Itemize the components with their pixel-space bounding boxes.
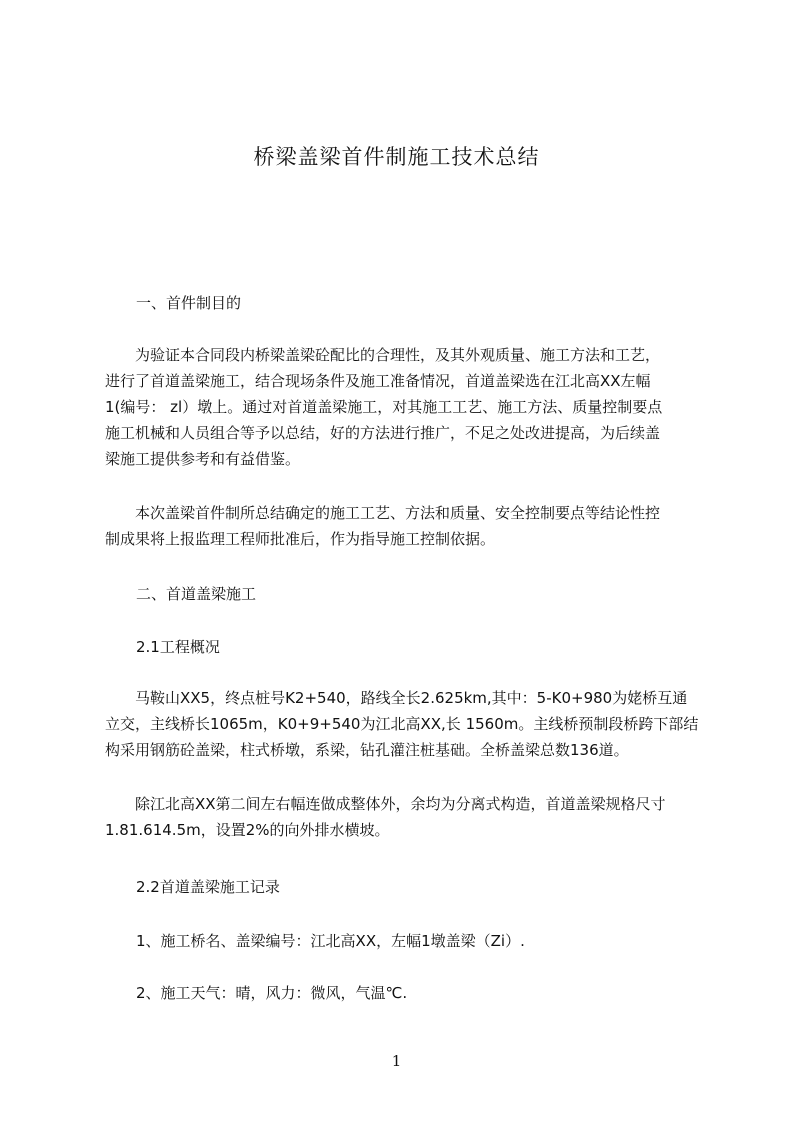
document-title: 桥梁盖梁首件制施工技术总结: [253, 145, 540, 169]
text-line: 制成果将上报监理工程师批准后，作为指导施工控制依据。: [105, 530, 496, 548]
text-line: 马鞍山XX5，终点桩号K2+540，路线全长2.625km,其中：5-K0+980为姥桥互通: [105, 689, 688, 707]
text-line: 除江北高XX第二间左右幅连做成整体外，余均为分离式构造，首道盖梁规格尺寸: [105, 795, 666, 813]
text-line: 施工机械和人员组合等予以总结，好的方法进行推广，不足之处改进提高，为后续盖: [105, 424, 661, 442]
page-number: 1: [391, 1052, 402, 1070]
record-item-1: 1、施工桥名、盖梁编号：江北高XX，左幅1墩盖梁（Zi）.: [136, 932, 525, 950]
text-line: 进行了首道盖梁施工，结合现场条件及施工准备情况，首道盖梁选在江北高XX左幅: [105, 372, 651, 390]
text-line: 1(编号： zl）墩上。通过对首道盖梁施工，对其施工工艺、施工方法、质量控制要点: [105, 398, 663, 416]
text-line: 为验证本合同段内桥梁盖梁砼配比的合理性，及其外观质量、施工方法和工艺，: [105, 346, 661, 364]
text-line: 梁施工提供参考和有益借鉴。: [105, 450, 301, 468]
subsection-2-1-paragraph-1: [105, 685, 703, 763]
section-2-heading: 二、首道盖梁施工: [136, 585, 257, 603]
subsection-2-1-paragraph-2: [105, 791, 703, 843]
subsection-2-1-heading: 2.1工程概况: [136, 638, 220, 656]
section-1-paragraph-2: [105, 500, 703, 552]
text-line: 1.81.614.5m，设置2%的向外排水横坡。: [105, 821, 390, 839]
text-line: 本次盖梁首件制所总结确定的施工工艺、方法和质量、安全控制要点等结论性控: [105, 504, 661, 522]
section-1-heading: 一、首件制目的: [136, 294, 242, 312]
text-line: 构采用钢筋砼盖梁，柱式桥墩，系梁，钻孔灌注桩基础。全桥盖梁总数136道。: [105, 741, 629, 759]
section-1-paragraph-1: [105, 342, 703, 472]
record-item-2: 2、施工天气：晴，风力：微风，气温℃.: [136, 984, 408, 1002]
text-line: 立交，主线桥长1065m，K0+9+540为江北高XX,长 1560m。主线桥预制段桥跨下部结: [105, 715, 699, 733]
subsection-2-2-heading: 2.2首道盖梁施工记录: [136, 878, 280, 896]
